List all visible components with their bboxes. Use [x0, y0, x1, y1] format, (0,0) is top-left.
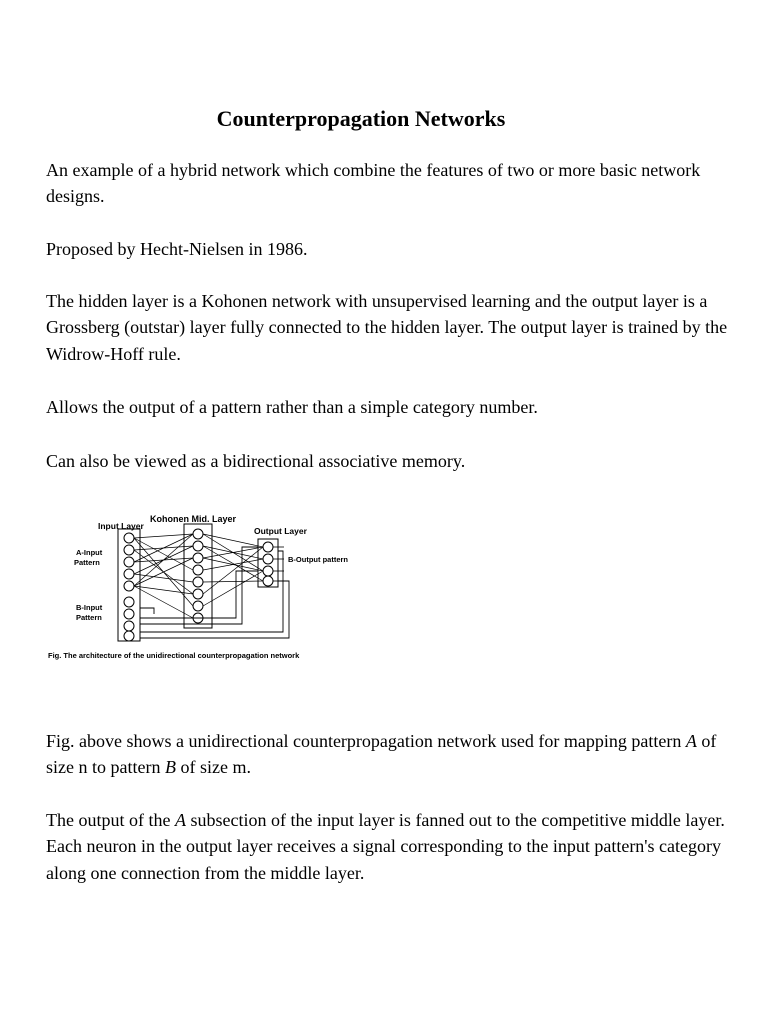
kohonen-neurons [193, 529, 203, 623]
paragraph-output-pattern: Allows the output of a pattern rather than a simple category number. [46, 397, 538, 417]
kohonen-layer-label: Kohonen Mid. Layer [150, 514, 237, 524]
input-layer-label: Input Layer [98, 521, 144, 531]
input-neuron [124, 631, 134, 641]
input-neuron [124, 557, 134, 567]
input-neuron [124, 569, 134, 579]
kohonen-neuron [193, 589, 203, 599]
network-architecture-figure [44, 510, 394, 662]
input-neuron [124, 609, 134, 619]
input-neurons [124, 533, 134, 641]
text-span: of size n to pattern [46, 731, 717, 778]
kohonen-neuron [193, 577, 203, 587]
output-neuron [263, 576, 273, 586]
paragraph-input-subsection [46, 807, 736, 886]
text-span: of size m. [175, 757, 251, 778]
document-title: Counterpropagation Networks [216, 106, 506, 131]
kohonen-neuron [193, 541, 203, 551]
input-neuron [124, 597, 134, 607]
input-neuron [124, 545, 134, 555]
output-neuron [263, 566, 273, 576]
paragraph-hidden-layer: The hidden layer is a Kohonen network with unsupervised learning and the output layer is a Grossberg (outstar) layer fully connected to the hidden layer. The output layer is trained by the Widrow-Hoff rule. [46, 291, 728, 364]
output-neuron [263, 542, 273, 552]
a-pattern-label: Pattern [74, 558, 100, 567]
kohonen-neuron [193, 529, 203, 539]
paragraph-proposed-by: Proposed by Hecht-Nielsen in 1986. [46, 239, 308, 259]
output-neurons [263, 542, 273, 586]
pattern-b-symbol: B [164, 757, 176, 778]
input-neuron [124, 621, 134, 631]
kohonen-neuron [193, 553, 203, 563]
pattern-a-symbol: A [685, 731, 697, 751]
text-span: Fig. above shows a unidirectional counterpropagation network used for mapping pattern [46, 731, 686, 751]
a-input-label: A-Input [76, 548, 103, 557]
output-layer-label: Output Layer [254, 526, 307, 536]
pattern-a-symbol: A [174, 810, 186, 830]
input-neuron [124, 533, 134, 543]
b-pattern-label: Pattern [76, 613, 102, 622]
kohonen-neuron [193, 565, 203, 575]
paragraph-figure-description [46, 728, 736, 781]
text-span: subsection of the input layer is fanned out to the competitive middle layer. Each neuron in the output layer receives a signal corresponding to the input pattern's category along one connection from the middle layer. [46, 810, 725, 883]
b-output-label: B-Output pattern [288, 555, 348, 564]
text-span: The output of the [46, 810, 175, 830]
network-diagram [44, 510, 394, 662]
paragraph-hybrid-network: An example of a hybrid network which combine the features of two or more basic network designs. [46, 160, 701, 207]
kohonen-layer-box [184, 524, 212, 628]
output-neuron [263, 554, 273, 564]
b-input-label: B-Input [76, 603, 103, 612]
kohonen-neuron [193, 601, 203, 611]
figure-caption: Fig. The architecture of the unidirectional counterpropagation network [48, 651, 300, 660]
paragraph-bidirectional-memory: Can also be viewed as a bidirectional associative memory. [46, 451, 466, 471]
input-neuron [124, 581, 134, 591]
